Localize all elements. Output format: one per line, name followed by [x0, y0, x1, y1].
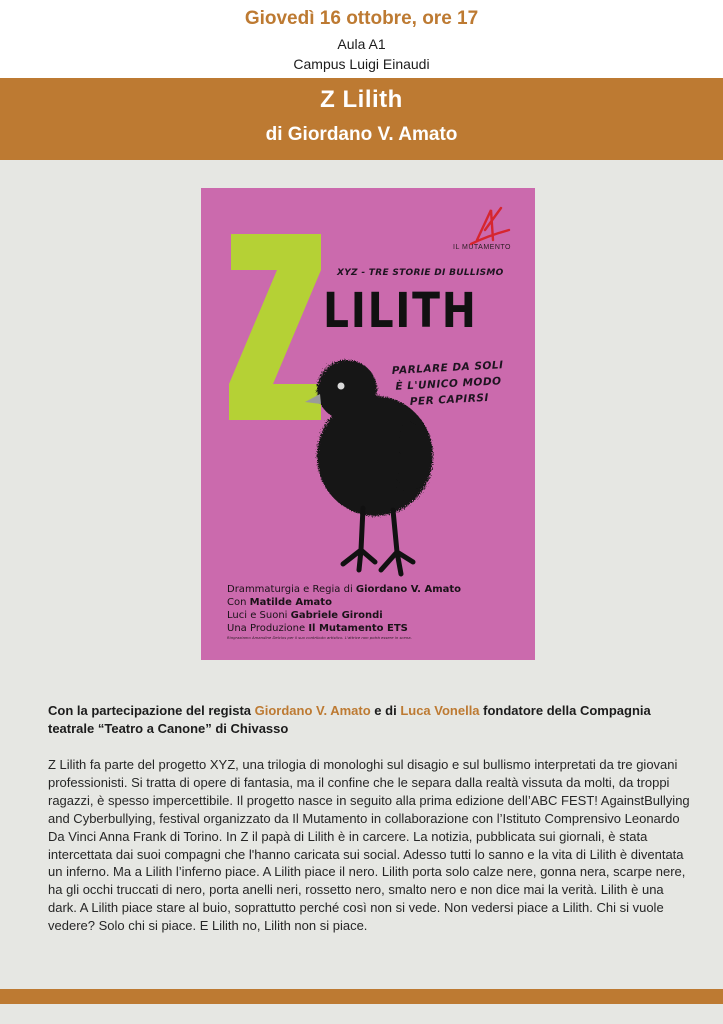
poster-credit-line: Luci e Suoni Gabriele Girondi	[227, 610, 383, 621]
event-date-time: Giovedì 16 ottobre, ore 17	[244, 8, 479, 29]
header	[0, 0, 723, 78]
poster-image	[201, 188, 535, 660]
poster-thanks-note: Ringraziamo Amandine Delclos per il suo contributo artistico. L'attrice non potrà essere in scena.	[227, 635, 412, 640]
poster-credit-line: Una Produzione Il Mutamento ETS	[227, 623, 408, 634]
event-room: Aula A1	[337, 36, 386, 52]
show-title: Z Lilith	[320, 86, 403, 113]
event-campus: Campus Luigi Einaudi	[293, 56, 430, 72]
poster-tagline-line: PER CAPIRSI	[409, 391, 490, 409]
poster-logo-text: IL MUTAMENTO	[453, 244, 511, 251]
title-band	[0, 78, 723, 160]
poster-lilith-title: LILITH	[323, 283, 478, 339]
founder-name: Luca Vonella	[400, 703, 480, 718]
poster-credits	[227, 583, 461, 635]
poster-tagline-line: È L'UNICO MODO	[395, 375, 502, 393]
chick-illustration	[287, 348, 447, 578]
footer-bar	[0, 989, 723, 1004]
participation-note: Con la partecipazione del regista Giordano V. Amato e di Luca Vonella fondatore della Compagnia teatrale “Teatro a Canone” di Chivasso	[48, 703, 651, 736]
show-description: Z Lilith fa parte del progetto XYZ, una trilogia di monologhi sul disagio e sul bullismo interpretati da tre giovani professionisti. Si tratta di opere di fantasia, ma il confine che le separa dalla realtà vissuta da molti, da troppi ragazzi, è spesso impercettibile. Il progetto nasce in seguito alla prima edizione dell’ABC FEST! AgainstBullying and Cyberbullying, festival organizzato da Il Mutamento in collaborazione con l’Istituto Comprensivo Leonardo Da Vinci Anna Frank di Torino. In Z il papà di Lilith è in carcere. La notizia, pubblicata sui giornali, è stata intercettata dai suoi compagni che l'hanno caricata sui social. Adesso tutti lo sanno e la vita di Lilith è diventata un inferno. Ma a Lilith l’inferno piace. A Lilith piace il nero. Lilith porta solo calze nere, gonna nera, scarpe nere, ha gli occhi truccati di nero, porta anelli neri, rossetto nero, smalto nero e non dice mai la verità. Lilith è una dark. A Lilith piace stare al buio, soprattutto perché così non si vede. Non vedersi piace a Lilith. Chi si vuole vedere? Solo chi si piace. E Lilith no, Lilith non si piace.	[48, 757, 690, 934]
director-name: Giordano V. Amato	[254, 703, 371, 718]
poster-credit-line: Drammaturgia e Regia di Giordano V. Amato	[227, 584, 462, 595]
show-author: di Giordano V. Amato	[265, 124, 458, 145]
poster-series-title: XYZ - TRE STORIE DI BULLISMO	[337, 268, 504, 278]
poster-tagline-line: PARLARE DA SOLI	[391, 359, 504, 377]
poster-credit-line: Con Matilde Amato	[227, 597, 332, 608]
